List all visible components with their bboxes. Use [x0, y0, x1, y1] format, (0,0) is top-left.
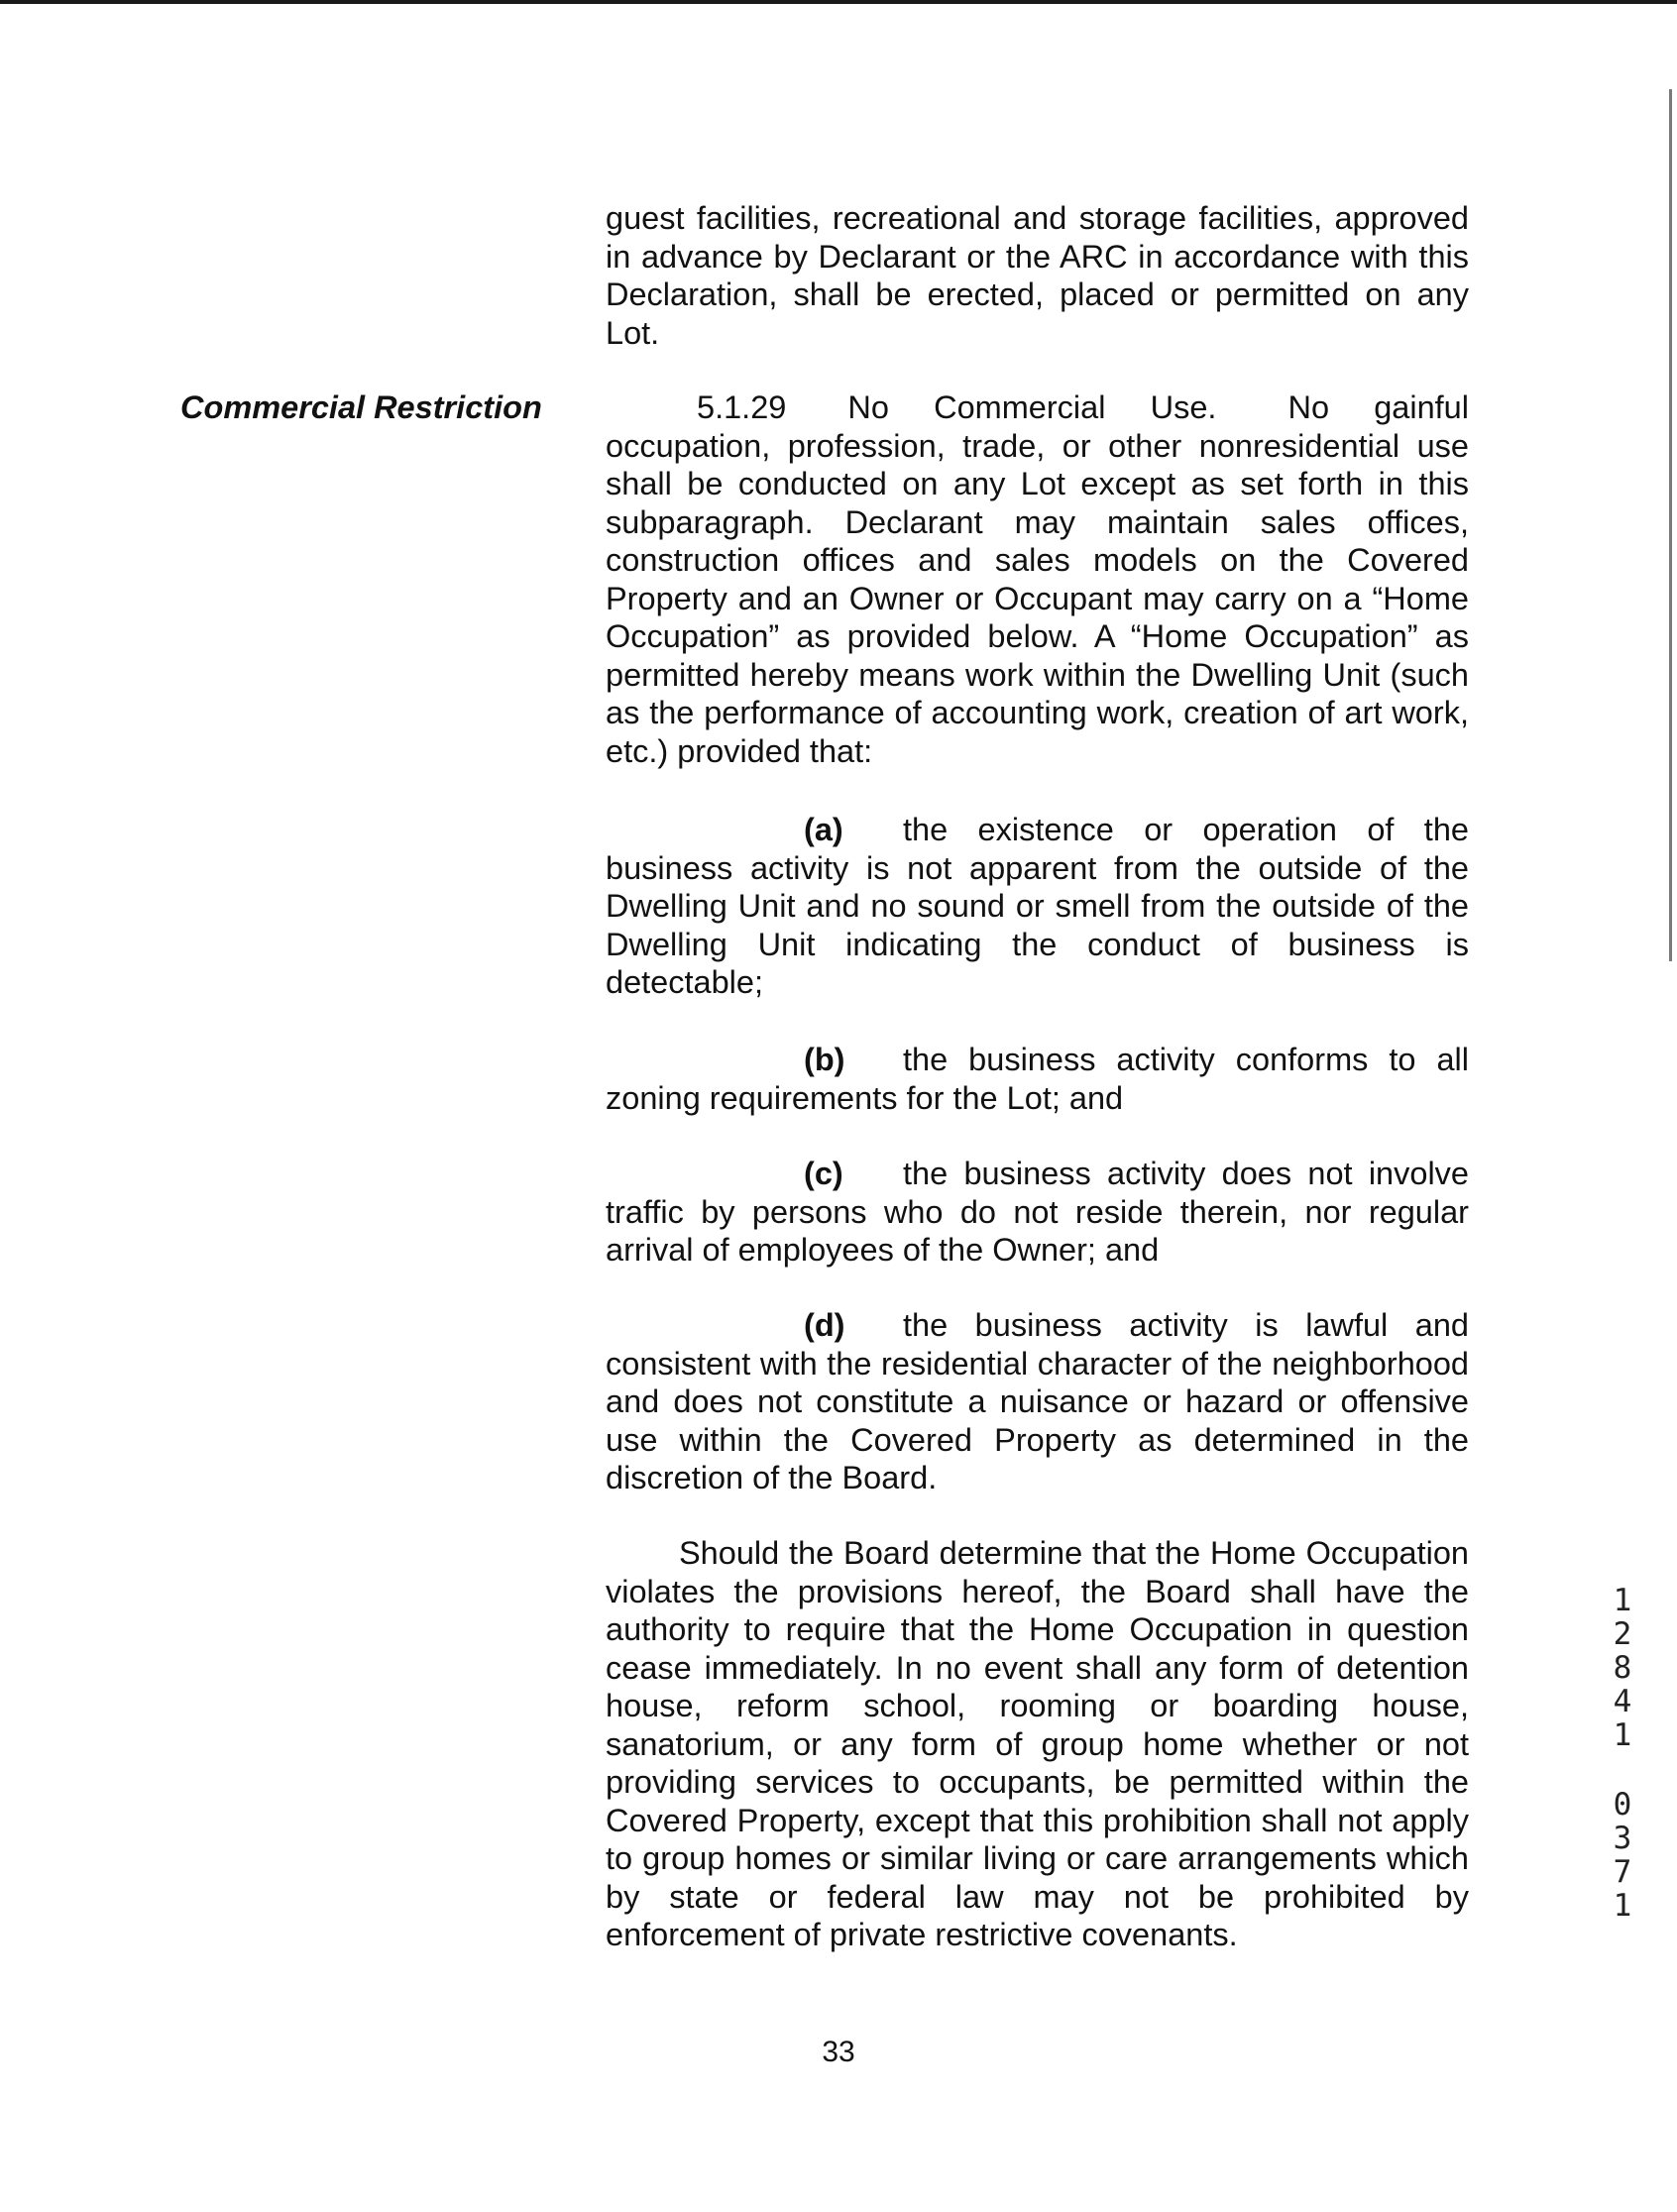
item-label: (d) [804, 1307, 845, 1343]
stamp-digit: 3 [1613, 1821, 1632, 1856]
section-text: No gainful occupation, profession, trade, or other nonresidential use shall be conducted on any Lot except as set forth in this subparagraph. Declarant may maintain sales offices, construction offices and sales models on the Covered Property and an Owner or Occupant may carry on a “Home Occupation” as provided below. A “Home Occupation” as permitted hereby means work within the Dwelling Unit (such as the performance of accounting work, creation of art work, etc.) provided that: [606, 389, 1469, 769]
closing-paragraph: Should the Board determine that the Home Occupation violates the provisions hereof, the Board shall have the authority to require that the Home Occupation in question cease immediately. In no event shall any form of detention house, reform school, rooming or boarding house, sanatorium, or any form of group home whether or not providing services to occupants, be permitted within the Covered Property, except that this prohibition shall not apply to group homes or similar living or care arrangements which by state or federal law may not be prohibited by enforcement of private restrictive covenants. [606, 1535, 1469, 1952]
stamp-digit: 1 [1613, 1717, 1632, 1753]
stamp-digit: 1 [1613, 1888, 1632, 1924]
stamp-digit: 4 [1613, 1684, 1632, 1719]
section-number: 5.1.29 [697, 389, 787, 425]
continuation-block [606, 199, 1469, 352]
section-paragraph [606, 388, 1469, 770]
stamp-gap [1603, 1752, 1642, 1788]
item-label: (b) [804, 1042, 845, 1077]
stamp-digit: 1 [1613, 1583, 1632, 1618]
stamp-digit: 8 [1613, 1650, 1632, 1686]
stamp-digit: 2 [1613, 1616, 1632, 1652]
list-item [606, 1306, 1469, 1497]
right-edge-rule [1669, 89, 1672, 961]
item-text: the business activity is lawful and consistent with the residential character of the neighborhood and does not constitute a nuisance or hazard or offensive use within the Covered Property as determined in the discretion of the Board. [606, 1307, 1469, 1495]
stamp-digit: 7 [1613, 1854, 1632, 1890]
item-b-block [606, 1041, 1469, 1117]
list-item [606, 1041, 1469, 1117]
closing-block [606, 1534, 1469, 1954]
top-edge-rule [0, 0, 1677, 4]
item-d-block [606, 1306, 1469, 1497]
item-c-block [606, 1155, 1469, 1270]
list-item [606, 1155, 1469, 1270]
item-a-block [606, 811, 1469, 1002]
stamp-digit: 0 [1613, 1787, 1632, 1823]
side-heading: Commercial Restriction [180, 389, 542, 425]
section-block [606, 388, 1469, 770]
margin-stamp [1603, 1584, 1642, 1923]
item-text: the business activity conforms to all zoning requirements for the Lot; and [606, 1042, 1469, 1116]
item-text: the existence or operation of the business activity is not apparent from the outside of the Dwelling Unit and no sound or smell from the outside of the Dwelling Unit indicating the conduct of business is detectable; [606, 812, 1469, 1000]
list-item [606, 811, 1469, 1002]
page-number: 33 [822, 2036, 855, 2068]
section-title: No Commercial Use. [847, 389, 1217, 425]
continuation-paragraph: guest facilities, recreational and storage facilities, approved in advance by Declarant or the ARC in accordance with this Declaration, shall be erected, placed or permitted on any Lot. [606, 200, 1469, 351]
item-label: (a) [804, 812, 843, 847]
item-text: the business activity does not involve traffic by persons who do not reside therein, nor regular arrival of employees of the Owner; and [606, 1156, 1469, 1268]
item-label: (c) [804, 1156, 843, 1191]
